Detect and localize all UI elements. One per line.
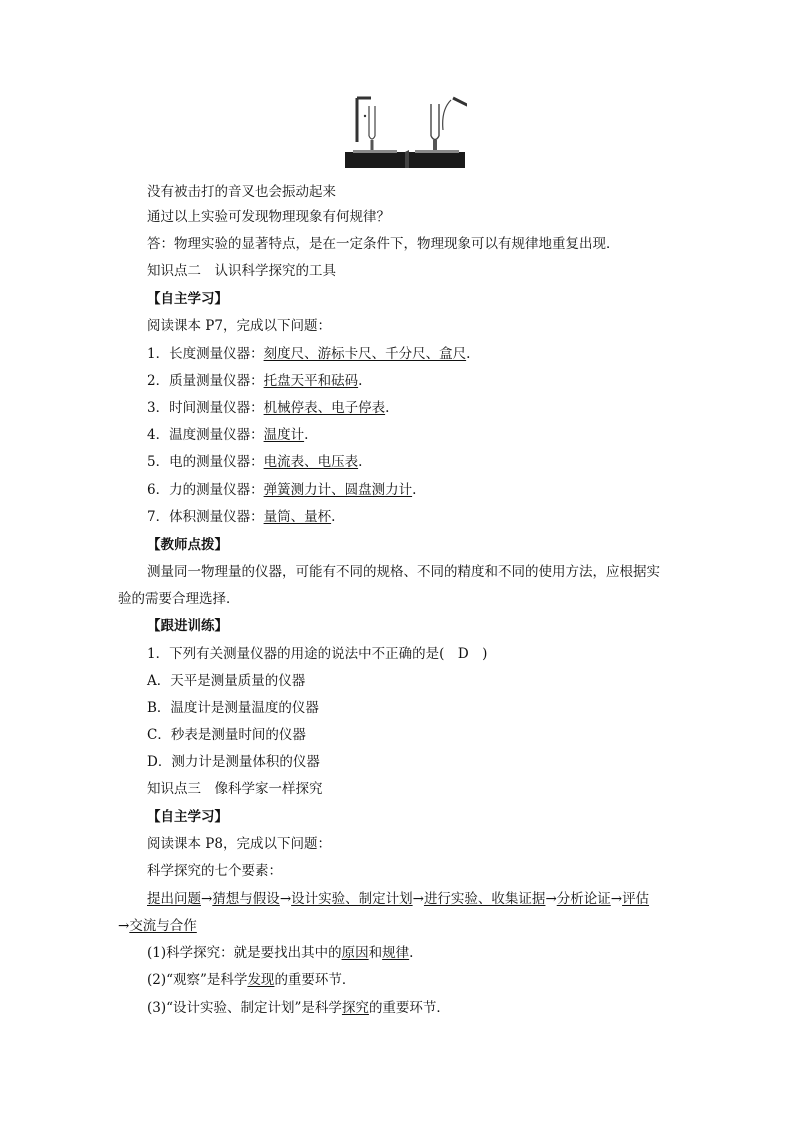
arrow-icon: → [545, 891, 557, 907]
instrument-answer: 机械停表、电子停表 [263, 400, 386, 416]
instrument-answer: 弹簧测力计、圆盘测力计 [263, 482, 413, 498]
instrument-item: 2．质量测量仪器：托盘天平和砝码. [147, 373, 363, 389]
question-text: 通过以上实验可发现物理现象有何规律？ [147, 209, 390, 225]
elements-intro: 科学探究的七个要素： [147, 863, 282, 879]
arrow-icon: → [118, 918, 130, 934]
element-item: 分析论证 [556, 891, 611, 907]
instrument-item: 4．温度测量仪器：温度计. [147, 427, 309, 443]
instrument-answer: 托盘天平和砝码 [263, 373, 359, 389]
section2-title: 知识点二 认识科学探究的工具 [147, 263, 336, 279]
answer-line [147, 235, 620, 253]
point-answer: 探究 [341, 1000, 369, 1016]
teacher-tip-label: 【教师点拨】 [147, 537, 228, 553]
element-item: 提出问题 [147, 891, 201, 907]
section3-title: 知识点三 像科学家一样探究 [147, 781, 323, 797]
arrow-icon: → [610, 891, 623, 907]
answer-label: 答： [147, 236, 174, 252]
practice-question: 1．下列有关测量仪器的用途的说法中不正确的是( D ) [147, 646, 488, 662]
element-item: 进行实验、收集证据 [423, 891, 546, 907]
section2-reading: 阅读课本 P7，完成以下问题： [147, 318, 331, 334]
point-item: (2)“观察”是科学发现的重要环节． [147, 972, 356, 988]
practice-option: A．天平是测量质量的仪器 [147, 673, 306, 689]
instrument-answer: 刻度尺、游标卡尺、千分尺、盒尺 [263, 346, 467, 362]
instrument-answer: 电流表、电压表 [263, 454, 359, 470]
teacher-tip-line-1: 测量同一物理量的仪器，可能有不同的规格、不同的精度和不同的使用方法，应根据实 [147, 564, 660, 580]
section3-self-study-label: 【自主学习】 [147, 809, 228, 825]
arrow-icon: → [412, 891, 424, 907]
element-item: 猜想与假设 [212, 891, 280, 907]
instrument-answer: 温度计 [263, 427, 305, 443]
instrument-answer: 量筒、量杯 [263, 509, 332, 525]
practice-option: B．温度计是测量温度的仪器 [147, 700, 319, 716]
element-item: 设计实验、制定计划 [291, 891, 413, 907]
elements-chain-line-2 [118, 917, 197, 935]
practice-label: 【跟进训练】 [147, 618, 228, 634]
instrument-item: 6．力的测量仪器：弹簧测力计、圆盘测力计. [147, 482, 417, 498]
point-answer: 原因 [341, 945, 369, 961]
section2-self-study-label: 【自主学习】 [147, 291, 228, 307]
instrument-item: 3．时间测量仪器：机械停表、电子停表. [147, 400, 390, 416]
practice-option: C．秒表是测量时间的仪器 [147, 727, 306, 743]
tuning-fork-figure [343, 94, 467, 172]
section3-reading: 阅读课本 P8，完成以下问题： [147, 836, 331, 852]
point-item: (1)科学探究：就是要找出其中的原因和规律. [147, 945, 414, 961]
figure-caption: 没有被击打的音叉也会振动起来 [147, 184, 336, 200]
point-answer: 规律 [382, 945, 410, 961]
elements-chain-line-1 [147, 890, 649, 908]
point-answer: 发现 [247, 972, 275, 988]
arrow-icon: → [279, 891, 292, 907]
arrow-icon: → [201, 891, 213, 907]
instrument-item: 5．电的测量仪器：电流表、电压表. [147, 454, 363, 470]
instrument-item: 1．长度测量仪器：刻度尺、游标卡尺、千分尺、盒尺. [147, 346, 471, 362]
answer-text: 物理实验的显著特点，是在一定条件下，物理现象可以有规律地重复出现． [174, 236, 620, 252]
point-item: (3)“设计实验、制定计划”是科学探究的重要环节． [147, 1000, 450, 1016]
element-item: 评估 [622, 891, 650, 907]
instrument-item: 7．体积测量仪器：量筒、量杯. [147, 509, 336, 525]
element-item: 交流与合作 [129, 918, 197, 934]
practice-option: D．测力计是测量体积的仪器 [147, 754, 320, 770]
teacher-tip-line-2: 验的需要合理选择． [118, 591, 240, 607]
